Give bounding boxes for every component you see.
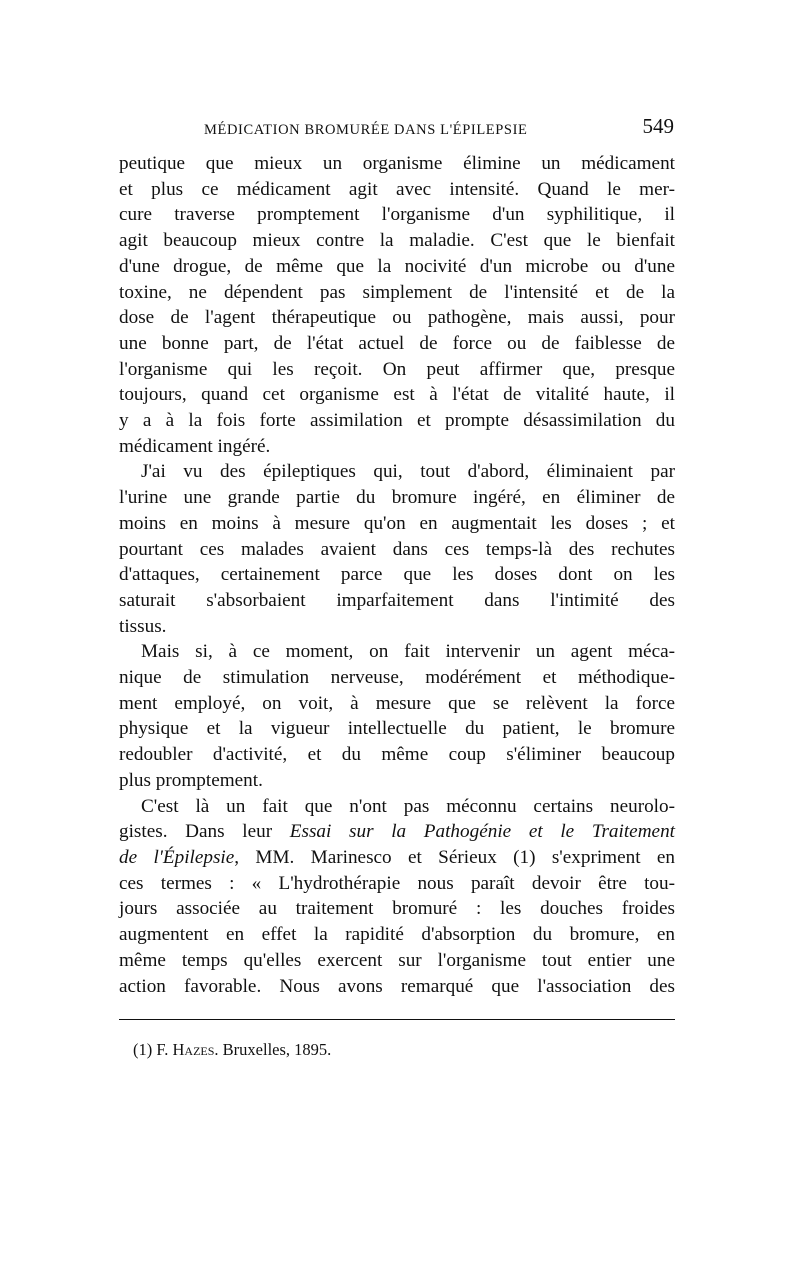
text-line: moins en moins à mesure qu'on en augmentait les doses ; et — [119, 512, 675, 534]
text-line: même temps qu'elles exercent sur l'organisme tout entier une — [119, 949, 675, 971]
text-line: médicament ingéré. — [119, 435, 271, 457]
paragraph-2 — [119, 459, 675, 639]
main-text — [119, 151, 675, 999]
footnote-divider — [119, 1019, 675, 1020]
text-line: nique de stimulation nerveuse, modérément et méthodique- — [119, 667, 675, 689]
text-line: redoubler d'activité, et du même coup s'éliminer beaucoup — [119, 744, 675, 766]
text-line: dose de l'agent thérapeutique ou pathogène, mais aussi, pour — [119, 307, 675, 329]
text-run: , MM. Marinesco et Sérieux (1) s'expriment en — [234, 846, 675, 868]
text-line: physique et la vigueur intellectuelle du patient, le bromure — [119, 718, 675, 740]
text-line: une bonne part, de l'état actuel de force ou de faiblesse de — [119, 332, 675, 354]
running-title: MÉDICATION BROMURÉE DANS L'ÉPILEPSIE — [204, 122, 528, 138]
text-line: l'urine une grande partie du bromure ingéré, en éliminer de — [119, 487, 675, 509]
page-number: 549 — [642, 114, 674, 138]
paragraph-1 — [119, 151, 675, 459]
text-line — [119, 845, 675, 871]
text-line: l'organisme qui les reçoit. On peut affirmer que, presque — [119, 358, 675, 380]
text-line: tissus. — [119, 615, 167, 637]
footnote-marker: (1) — [133, 1040, 153, 1059]
paragraph-4 — [119, 794, 675, 1000]
book-title-end: de l'Épilepsie — [119, 846, 235, 868]
text-line: toujours, quand cet organisme est à l'état de vitalité haute, il — [119, 384, 675, 406]
text-line: agit beaucoup mieux contre la maladie. C'est que le bienfait — [119, 230, 675, 252]
text-run: gistes. Dans leur — [119, 821, 290, 843]
footnote-citation: . Bruxelles, 1895. — [214, 1040, 332, 1059]
running-header — [204, 112, 674, 146]
text-line: ment employé, on voit, à mesure que se relèvent la force — [119, 692, 675, 714]
text-line: action favorable. Nous avons remarqué que l'association des — [119, 975, 675, 997]
text-line: et plus ce médicament agit avec intensité. Quand le mer- — [119, 178, 675, 200]
text-line: saturait s'absorbaient imparfaitement dans l'intimité des — [119, 589, 675, 611]
text-line: ces termes : « L'hydrothérapie nous paraît devoir être tou- — [119, 872, 675, 894]
text-line: J'ai vu des épileptiques qui, tout d'abord, éliminaient par — [141, 461, 675, 483]
text-line: cure traverse promptement l'organisme d'un syphilitique, il — [119, 204, 675, 226]
text-line: jours associée au traitement bromuré : les douches froides — [119, 898, 675, 920]
text-line: C'est là un fait que n'ont pas méconnu certains neurolo- — [141, 795, 675, 817]
text-line: d'attaques, certainement parce que les doses dont on les — [119, 564, 675, 586]
text-line: pourtant ces malades avaient dans ces temps-là des rechutes — [119, 538, 675, 560]
text-line: d'une drogue, de même que la nocivité d'un microbe ou d'une — [119, 255, 675, 277]
text-line — [119, 819, 675, 845]
paragraph-3 — [119, 639, 675, 793]
footnote — [133, 1040, 331, 1060]
footnote-author-initial: F. — [156, 1040, 169, 1059]
text-line: Mais si, à ce moment, on fait intervenir un agent méca- — [141, 641, 675, 663]
text-line: toxine, ne dépendent pas simplement de l'intensité et de la — [119, 281, 675, 303]
text-line: y a à la fois forte assimilation et prompte désassimilation du — [119, 410, 675, 432]
text-line: plus promptement. — [119, 769, 263, 791]
text-line: augmentent en effet la rapidité d'absorption du bromure, en — [119, 924, 675, 946]
text-line: peutique que mieux un organisme élimine un médicament — [119, 153, 675, 174]
footnote-author-name: Hazes — [172, 1040, 215, 1059]
book-title: Essai sur la Pathogénie et le Traitement — [289, 821, 675, 843]
